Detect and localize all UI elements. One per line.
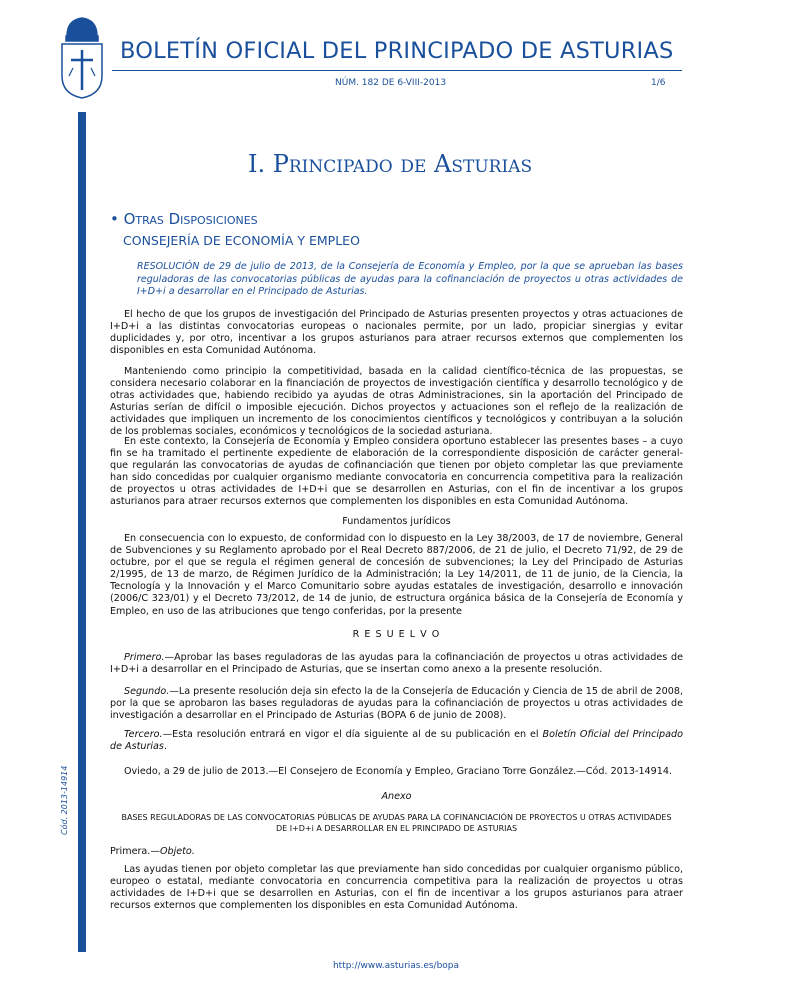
bases-title: BASES REGULADORAS DE LAS CONVOCATORIAS PÚBLICAS DE AYUDAS PARA LA COFINANCIACIÓN DE PROYECTOS U OTRAS ACTIVIDADES DE I+D+i A DESARROLLAR EN EL PRINCIPADO DE ASTURIAS [121,813,672,833]
bulletin-title: BOLETÍN OFICIAL DEL PRINCIPADO DE ASTURIAS [120,38,674,64]
paragraph: Manteniendo como principio la competitividad, basada en la calidad científico-técnica de las propuestas, se considera necesario colaborar en la financiación de proyectos de investigación científica y desarrollo tecnológico y de otras actividades que, habiendo recibido ya ayudas de otras Administraciones, sin la aportación del Principado de Asturias serían de difícil o imposible ejecución. Dichos proyectos y actuaciones son el reflejo de la realización de actividades que impliquen un incremento de los conocimientos científicos y tecnológicos y contribuyan a la solución de los problemas sociales, económicos y tecnológicos de la sociedad asturiana. [110,366,683,438]
article-text: —Aprobar las bases reguladoras de las ayudas para la cofinanciación de proyectos u otras actividades de I+D+i a desarrollar en el Principado de Asturias, que se insertan como anexo a la presente resolución. [110,652,683,676]
article-text-end: . [163,741,167,753]
article-label: Primero. [124,652,165,663]
issue-number: NÚM. 182 DE 6-VIII-2013 [335,78,447,88]
resuelvo-heading: R E S U E L V O [352,629,441,640]
article-label: Segundo. [124,686,170,697]
fundamentos-heading: Fundamentos jurídicos [342,516,451,527]
paragraph: En consecuencia con lo expuesto, de conformidad con lo dispuesto en la Ley 38/2003, de 17 de noviembre, General de Subvenciones y su Reglamento aprobado por el Real Decreto 887/2006, de 21 de julio, el Decreto 71/92, de 29 de octubre, por el que se regula el régimen general de concesión de subvenciones; la Ley del Principado de Asturias 2/1995, de 13 de marzo, de Régimen Jurídico de la Administración; la Ley 14/2011, de 11 de junio, de la Ciencia, la Tecnología y la Innovación y el Marco Comunitario sobre ayudas estatales de investigación, desarrollo e innovación (2006/C 323/01) y el Decreto 73/2012, de 14 de junio, de estructura orgánica básica de la Consejería de Economía y Empleo, en uso de las atribuciones que tengo conferidas, por la presente [110,533,683,617]
page-number: 1/6 [651,78,666,88]
paragraph: En este contexto, la Consejería de Economía y Empleo considera oportuno establecer las presentes bases – a cuyo fin se ha tramitado el pertinente expediente de elaboración de la correspondiente disposición de carácter general- que regularán las convocatorias de ayudas de cofinanciación que tienen por objeto completar las que previamente han sido concedidas por cualquier organismo mediante convocatoria en concurrencia competitiva para la realización de proyectos u otras actividades de I+D+i que se desarrollen en Asturias, con el fin de incentivar a los grupos asturianos para atraer recursos externos que complementen los disponibles en esta Comunidad Autónoma. [110,436,683,508]
article-tercero [110,729,683,753]
asturias-coat-of-arms-icon [57,14,107,100]
anexo-heading: Anexo [381,791,412,802]
article-dash: — [169,686,179,697]
base-primera-heading [110,846,683,858]
signature-line: Oviedo, a 29 de julio de 2013.—El Consejero de Economía y Empleo, Graciano Torre González.—Cód. 2013-14914. [124,766,673,777]
paragraph: El hecho de que los grupos de investigación del Principado de Asturias presenten proyectos y otras actuaciones de I+D+i a las distintas convocatorias europeas o nacionales permite, por un lado, propiciar sinergias y evitar duplicidades y, por otro, incentivar a los grupos asturianos para atraer recursos externos que complementen los disponibles en esta Comunidad Autónoma. [110,309,683,357]
article-primero [110,652,683,676]
article-text: —Esta resolución entrará en vigor el día siguiente al de su publicación en el [162,729,543,740]
sidebar-bar [78,112,86,952]
footer-url[interactable]: http://www.asturias.es/bopa [332,961,460,971]
base-label: Primera.— [110,846,160,857]
section-title: I. Principado de Asturias [248,150,533,178]
sidebar-code: Cód. 2013-14914 [60,765,69,835]
paragraph: Las ayudas tienen por objeto completar las que previamente han sido concedidas por cualquier organismo público, europeo o estatal, mediante convocatoria en concurrencia competitiva para la realización de proyectos u otras actividades de I+D+i que se desarrollen en Asturias, con el fin de incentivar a los grupos asturianos para atraer recursos externos que complementen los disponibles en esta Comunidad Autónoma. [110,864,683,912]
article-text: La presente resolución deja sin efecto la de la Consejería de Educación y Ciencia de 15 de abril de 2008, por la que se aprobaron las bases reguladoras de ayudas para la cofinanciación de proyectos u otras actividades de investigación a desarrollar en el Principado de Asturias (BOPA 6 de junio de 2008). [110,686,683,722]
department-name: CONSEJERÍA DE ECONOMÍA Y EMPLEO [123,233,360,248]
subsection-title: • Otras Disposiciones [110,210,258,228]
resolution-summary: RESOLUCIÓN de 29 de julio de 2013, de la Consejería de Economía y Empleo, por la que se aprueban las bases reguladoras de las convocatorias públicas de ayudas para la cofinanciación de proyectos u otras actividades de I+D+i a desarrollar en el Principado de Asturias. [137,261,683,297]
boletin-name: Boletín Oficial del Principado de Asturias [110,729,683,753]
base-objeto: Objeto. [159,846,195,857]
header-rule [112,70,682,71]
article-label: Tercero. [124,729,163,740]
article-segundo [110,686,683,722]
